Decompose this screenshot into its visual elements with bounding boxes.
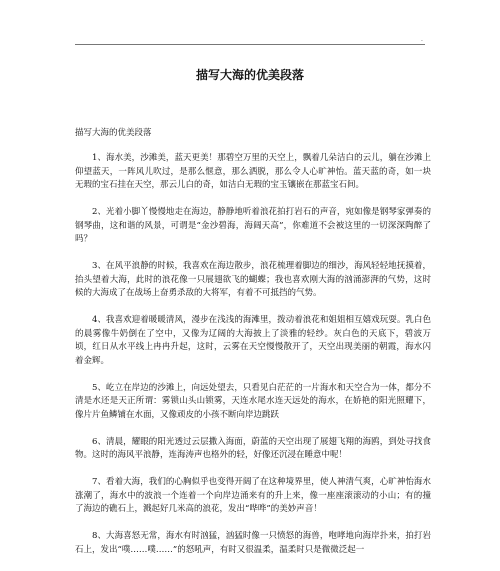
header-rule — [75, 44, 425, 45]
paragraph-3: 3、在风平浪静的时候，我喜欢在海边散步，浪花梳理着脚边的细沙，海风轻轻地抚摸着，抬头望着大海，此时的浪花像一只展翅欲飞的蝴蝶；我也喜欢刚大海的汹涌澎湃的气势，这时候的大海成了在战场上奋勇杀敌的大将军，有着不可抵挡的气势。 — [75, 261, 431, 298]
paragraph-4: 4、我喜欢迎着暖暖清风，漫步在浅浅的海滩里，拨动着浪花和姐姐相互嬉戏玩耍。乳白色的晨雾像牛奶倒在了空中，又像为辽阔的大海披上了淡雅的轻纱。灰白色的天底下，碧波万顷，红日从水平线上冉冉升起，这时，云雾在天空慢慢散开了，天空出现美丽的朝霞，海水闪着金辉。 — [75, 315, 431, 366]
document-body — [75, 152, 431, 571]
paragraph-1: 1、海水美，沙滩美，蓝天更美！那碧空万里的天空上，飘着几朵洁白的云儿，躺在沙滩上仰望蓝天，一阵风儿吹过，是那么惬意，那么洒脱，那么令人心旷神怡。蓝天蓝的奇，如一块无瑕的宝石挂在天空，那云儿白的奇，如洁白无瑕的宝玉镶嵌在那蓝宝石间。 — [75, 153, 431, 190]
document-subtitle: 描写大海的优美段落 — [75, 128, 152, 138]
paragraph-8: 8、大海喜怒无常，海水有时汹猛，汹猛时像一只愤怒的海兽，咆哮地向海岸扑来，拍打岩石上，发出“噗……噗……”的怒吼声，有时又很温柔，温柔时只是微微泛起一 — [75, 531, 431, 555]
paragraph-7: 7、看着大海，我们的心胸似乎也变得开阔了在这种境界里，使人神清气爽，心旷神怡海水涨潮了，海水中的波浪一个连着一个向岸边涌来有的升上来，像一座座滚滚动的小山；有的撞了海边的礁石上，溅起好几米高的浪花，发出“哗哗”的美妙声音！ — [75, 477, 431, 514]
paragraph-6: 6、清晨，耀眼的阳光透过云层撒入海面，蔚蓝的天空出现了展翅飞翔的海鸥，到处寻找食物。这时的海风平浪静，连海涛声也格外的轻，好像还沉浸在睡意中呢！ — [75, 436, 431, 460]
paragraph-2: 2、光着小脚丫慢慢地走在海边，静静地听着浪花拍打岩石的声音，宛如像是钢琴家弹奏的钢琴曲，这和谐的风景，可谓是“金沙碧海，海阔天高”，你难道不会被这里的一切深深陶醉了吗？ — [75, 207, 431, 244]
document-title: 描写大海的优美段落 — [195, 68, 304, 82]
header-dot: . — [421, 36, 423, 43]
paragraph-5: 5、屹立在岸边的沙滩上，向远处望去，只看见白茫茫的一片海水和天空合为一体，都分不清是水还是天正所谓：雾锁山头山锁雾，天连水尾水连天远处的海水，在娇艳的阳光照耀下，像片片鱼鳞铺在水面，又像顽皮的小孩不断向岸边跳跃 — [75, 382, 431, 420]
